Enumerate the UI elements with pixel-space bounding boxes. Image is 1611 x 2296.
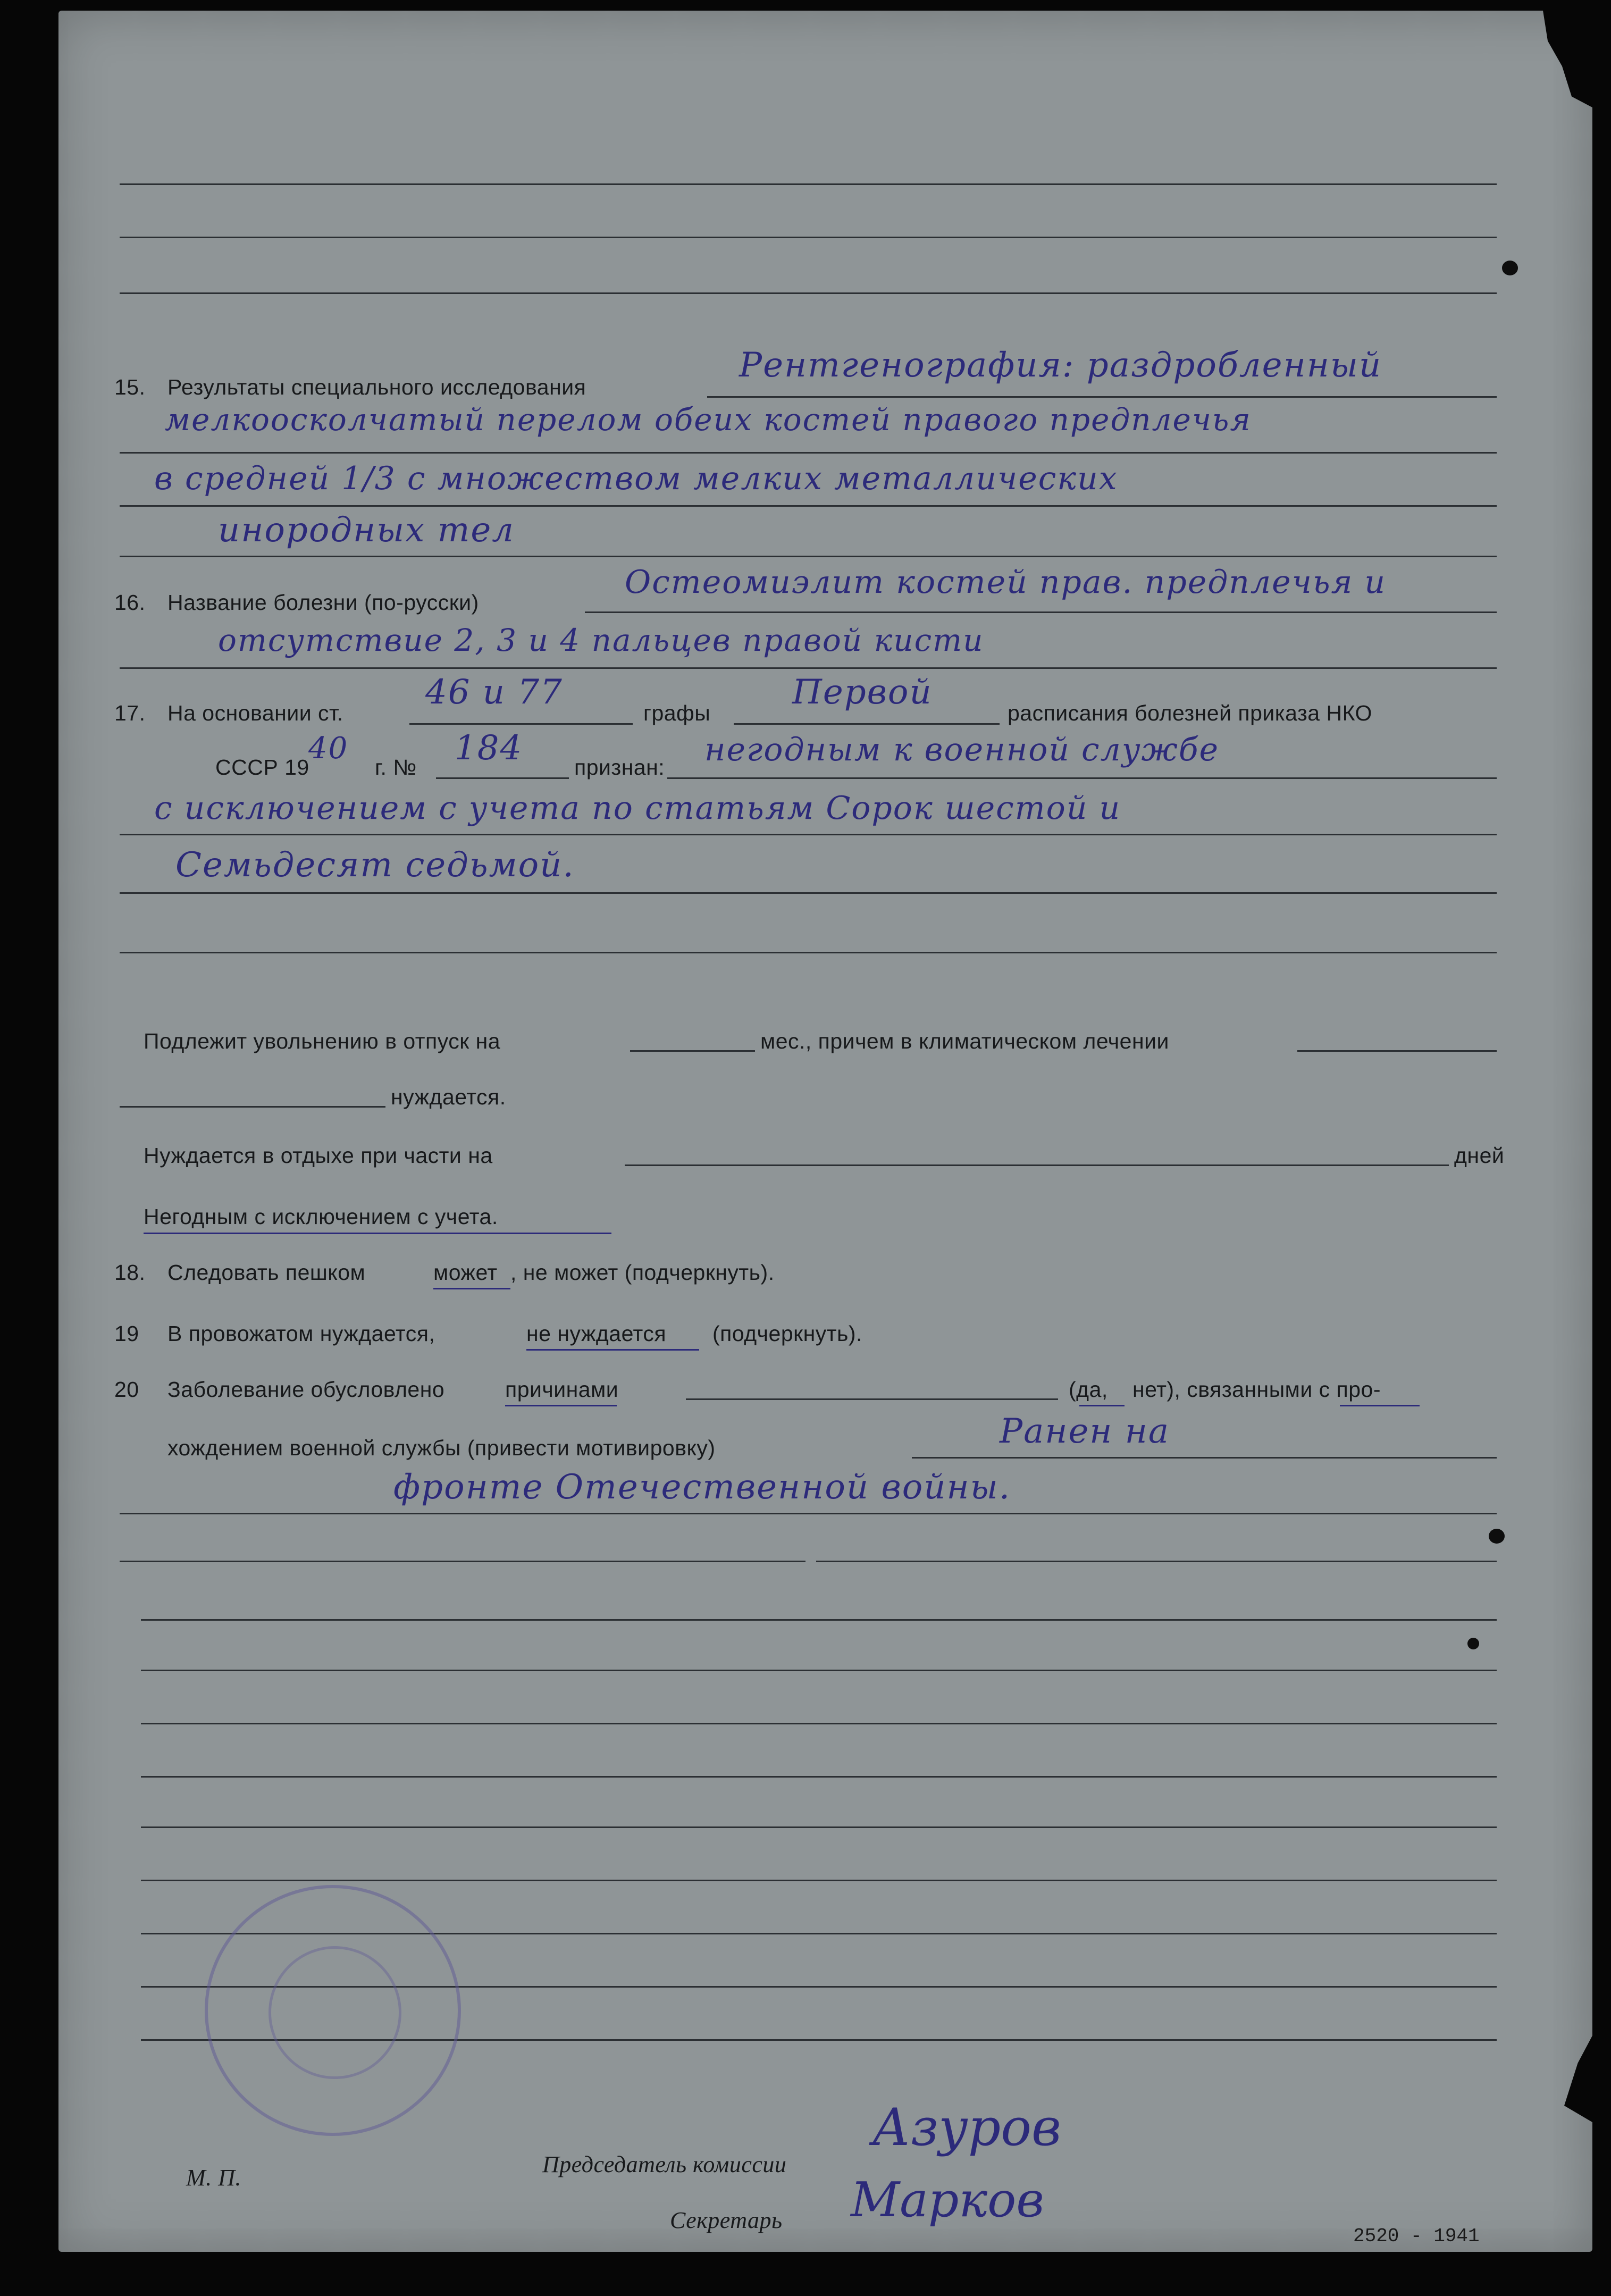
item-17-verdict-2: с исключением с учета по статьям Сорок шестой и bbox=[154, 790, 1121, 827]
item-16-label: Название болезни (по-русски) bbox=[167, 590, 479, 615]
item-15-number: 15. bbox=[114, 375, 146, 399]
item-17-year: 40 bbox=[308, 731, 349, 766]
answer-line bbox=[120, 667, 1497, 669]
leave-text-3: нуждается. bbox=[391, 1085, 506, 1109]
item-20-answer-2: фронте Отечественной войны. bbox=[393, 1468, 1011, 1507]
answer-line bbox=[120, 505, 1497, 507]
stamp-place-label: М. П. bbox=[186, 2165, 241, 2191]
ruled-line bbox=[120, 237, 1497, 238]
ruled-line bbox=[141, 1880, 1497, 1881]
item-19-text-a: В провожатом нуждается, bbox=[167, 1321, 435, 1346]
answer-line bbox=[120, 892, 1497, 894]
item-17-article: 46 и 77 bbox=[425, 673, 563, 712]
item-16-answer-2: отсутствие 2, 3 и 4 пальцев правой кисти bbox=[218, 622, 984, 658]
item-18-underline bbox=[433, 1288, 510, 1289]
answer-line bbox=[120, 452, 1497, 454]
item-19-underline bbox=[526, 1349, 699, 1351]
ruled-line bbox=[120, 1561, 806, 1562]
item-20-no: нет), связанными с про- bbox=[1132, 1377, 1381, 1402]
official-stamp-emblem bbox=[268, 1946, 401, 2079]
item-17-verdict-1: негодным к военной службе bbox=[704, 731, 1219, 768]
item-17-ussr: СССР 19 bbox=[215, 755, 309, 780]
item-19-text-b: (подчеркнуть). bbox=[712, 1321, 862, 1346]
secretary-label: Секретарь bbox=[670, 2207, 783, 2233]
ruled-line bbox=[120, 292, 1497, 294]
ruled-line bbox=[141, 1826, 1497, 1828]
unfit-text: Негодным с исключением с учета. bbox=[144, 1204, 498, 1229]
item-18-text-a: Следовать пешком bbox=[167, 1260, 366, 1285]
item-20-connected-underline bbox=[1340, 1405, 1420, 1406]
article-line bbox=[409, 723, 633, 725]
ruled-line bbox=[120, 183, 1497, 185]
unfit-underline bbox=[144, 1233, 611, 1234]
punch-hole bbox=[1467, 1638, 1479, 1649]
answer-line bbox=[667, 777, 1497, 779]
item-18-may: может bbox=[433, 1260, 498, 1285]
item-15-answer-4: инородных тел bbox=[218, 510, 515, 550]
rest-days-line bbox=[625, 1164, 1449, 1166]
ruled-line bbox=[816, 1561, 1497, 1562]
item-19-number: 19 bbox=[114, 1321, 139, 1346]
rest-unit: дней bbox=[1454, 1143, 1505, 1168]
item-20-answer-1: Ранен на bbox=[1000, 1412, 1170, 1451]
item-15-label: Результаты специального исследования bbox=[167, 375, 586, 399]
ruled-line bbox=[141, 1776, 1497, 1778]
climate-line bbox=[1297, 1050, 1497, 1052]
item-17-order: 184 bbox=[455, 728, 523, 768]
leave-text-1: Подлежит увольнению в отпуск на bbox=[144, 1029, 501, 1053]
item-16-answer-1: Остеомиэлит костей прав. предплечья и bbox=[625, 564, 1387, 601]
answer-line bbox=[120, 834, 1497, 835]
item-15-answer-3: в средней 1/3 с множеством мелких металлических bbox=[154, 460, 1118, 497]
order-line bbox=[436, 777, 569, 779]
climate-line-2 bbox=[120, 1106, 385, 1108]
item-17-verdict-3: Семьдесят седьмой. bbox=[175, 845, 575, 885]
punch-hole bbox=[1502, 261, 1518, 275]
answer-line bbox=[120, 556, 1497, 557]
item-17-graph-label: графы bbox=[643, 701, 711, 725]
graph-line bbox=[734, 723, 1000, 725]
item-18-number: 18. bbox=[114, 1260, 146, 1285]
item-18-text-b: , не может (подчеркнуть). bbox=[510, 1260, 775, 1285]
item-17-number: 17. bbox=[114, 701, 146, 725]
item-20-reasons: причинами bbox=[505, 1377, 619, 1402]
ruled-line bbox=[141, 1723, 1497, 1724]
ruled-line bbox=[141, 1670, 1497, 1671]
answer-line bbox=[585, 611, 1497, 613]
secretary-signature: Марков bbox=[851, 2172, 1044, 2228]
rest-label: Нуждается в отдыхе при части на bbox=[144, 1143, 493, 1168]
answer-line bbox=[707, 396, 1497, 398]
item-20-reasons-underline bbox=[505, 1405, 617, 1406]
print-code: 2520 - 1941 bbox=[1353, 2225, 1480, 2247]
item-17-post-label: расписания болезней приказа НКО bbox=[1008, 701, 1372, 725]
item-17-graph: Первой bbox=[792, 673, 933, 712]
chairman-label: Председатель комиссии bbox=[542, 2151, 787, 2177]
item-15-answer-2: мелкоосколчатый перелом обеих костей правого предплечья bbox=[165, 401, 1252, 438]
item-20-label-a: Заболевание обусловлено bbox=[167, 1377, 445, 1402]
item-20-yes: (да, bbox=[1069, 1377, 1108, 1402]
answer-line bbox=[120, 1513, 1497, 1514]
chairman-signature: Азуров bbox=[872, 2098, 1061, 2157]
item-16-number: 16. bbox=[114, 590, 146, 615]
answer-line bbox=[912, 1457, 1497, 1459]
item-15-answer-1: Рентгенография: раздробленный bbox=[739, 346, 1382, 385]
reasons-line bbox=[686, 1398, 1058, 1400]
months-line bbox=[630, 1050, 755, 1052]
item-20-number: 20 bbox=[114, 1377, 139, 1402]
leave-text-2: мес., причем в климатическом лечении bbox=[760, 1029, 1169, 1053]
item-19-not-needed: не нуждается bbox=[526, 1321, 667, 1346]
punch-hole bbox=[1489, 1529, 1505, 1544]
item-20-yes-underline bbox=[1079, 1405, 1125, 1406]
answer-line bbox=[120, 952, 1497, 953]
item-17-priznan: признан: bbox=[574, 755, 665, 780]
item-20-label-b: хождением военной службы (привести мотивировку) bbox=[167, 1436, 716, 1460]
ruled-line bbox=[141, 1619, 1497, 1621]
item-17-label: На основании ст. bbox=[167, 701, 343, 725]
item-17-g-label: г. № bbox=[375, 755, 417, 780]
